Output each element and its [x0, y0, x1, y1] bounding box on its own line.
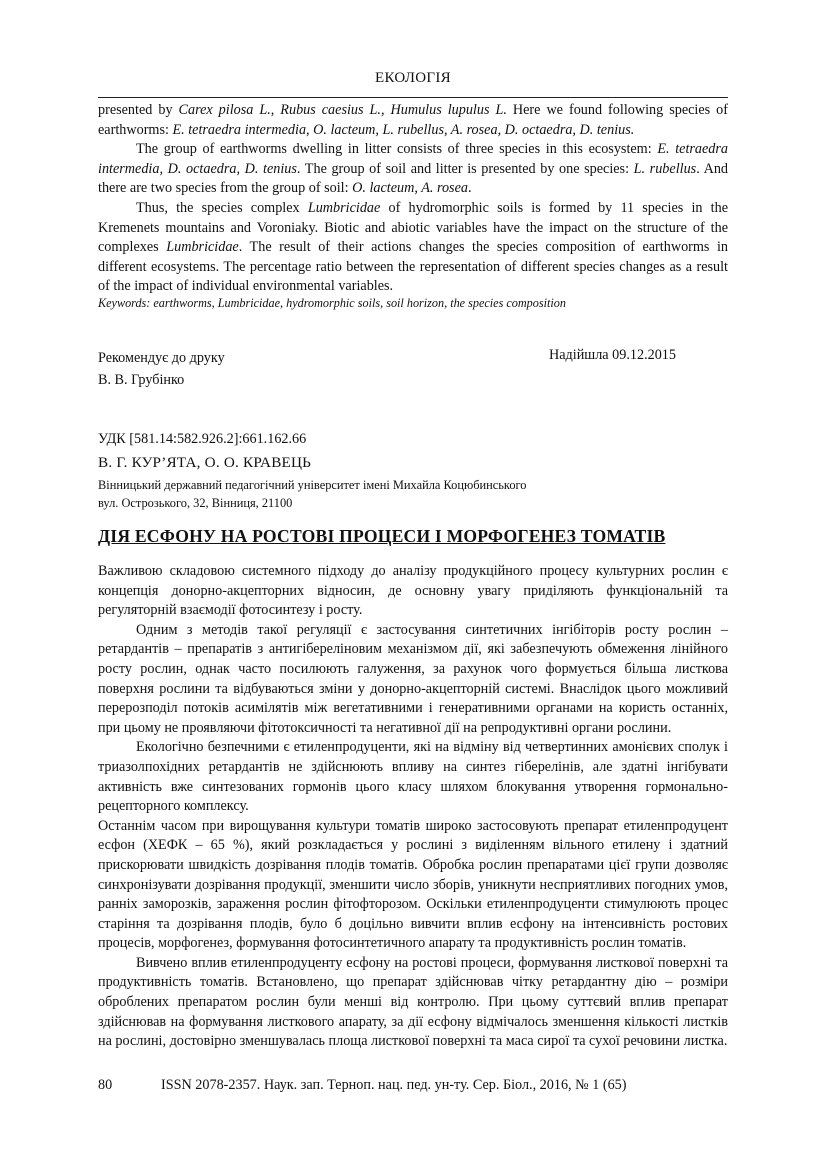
article-body	[98, 562, 728, 1052]
header-rule	[98, 97, 728, 98]
abstract-paragraph-1	[98, 101, 728, 140]
udk-code: УДК [581.14:582.926.2]:661.162.66	[98, 431, 307, 447]
abstract-text-run: .	[467, 180, 472, 197]
recommendation-label: Рекомендує до друку	[98, 350, 225, 366]
body-paragraph-5: Вивчено вплив етиленпродуценту есфону на ростові процеси, формування листкової поверхні та продуктивність томатів. Встановлено, що препарат здійснював чітку ретардантну дію – розміри оброблених препаратом рослин були менші від контролю. При цьому суттєвий вплив препарат здійснював на формування листкового апарату, за дії есфону відмічалось зменшення кількості листків на рослині, достовірно зменшувалась площа листкової поверхні та маса сирої та сухої речовини листка.	[98, 954, 728, 1050]
journal-citation: ISSN 2078-2357. Наук. зап. Терноп. нац. пед. ун-ту. Сер. Біол., 2016, № 1 (65)	[161, 1077, 627, 1093]
abstract-text-run: . And there are two species from the group of soil:	[98, 160, 729, 197]
abstract-text-run: presented by	[98, 102, 179, 118]
page-number: 80	[98, 1077, 113, 1093]
keywords: Keywords: earthworms, Lumbricidae, hydromorphic soils, soil horizon, the species composition	[98, 296, 566, 310]
body-paragraph-3: Екологічно безпечними є етиленпродуценти, які на відміну від четвертинних амонієвих сполук і триазолпохідних ретардантів не здійснюють впливу на синтез гіберелінів, але здатні інгібувати активність вже синтезованих гормонів цього класу шляхом блокування утворення гормонально-рецепторного комплексу.	[98, 739, 728, 815]
body-paragraph-2: Одним з методів такої регуляції є застосування синтетичних інгібіторів росту рослин – ретардантів – препаратів з антигібереліновим механізмом дії, які забезпечують обмеження лінійного росту рослин, однак часто посилюють галуження, за рахунок чого формується більша листкова поверхня рослини та відбуваються зміни у донорно-акцепторній системі. Внаслідок цього можливий перерозподіл потоків асимілятів між вегетативними і генеративними органами на користь останніх, при цьому не проявляючи фітотоксичності та негативної дії на репродуктивні органи рослини.	[98, 621, 728, 736]
species-name-italic: Carex pilosa L., Rubus caesius L., Humulus lupulus L.	[178, 102, 507, 118]
body-paragraph-4: Останнім часом при вирощування культури томатів широко застосовують препарат етиленпродуцент есфон (ХЕФК – 65 %), який розкладається у рослині з виділенням вільного етилену і здатний прискорювати швидкість дозрівання плодів томатів. Обробка рослин препаратами цієї групи дозволяє синхронізувати дозрівання продукції, зменшити число зборів, уникнути несприятливих погодних умов, ранніх заморозків, зараження рослин фітофторозом. Оскільки етиленпродуценти стимулюють процес старіння та дозрівання плодів, було б доцільно вивчити вплив есфону на інтенсивність ростових процесів, морфогенез, формування фотосинтетичного апарату та продуктивність рослин томатів.	[98, 817, 728, 952]
abstract-text-run: Here we found following species of earthworms:	[98, 102, 728, 138]
abstract-text-run: . The result of their actions changes the species composition of earthworms in different ecosystems. The percentage ratio between the representation of different species changes as a result of the impact of individual environmental variables.	[98, 239, 729, 295]
abstract-text-run: The group of earthworms dwelling in litter consists of three species in this ecosystem:	[136, 141, 658, 158]
affiliation	[98, 476, 527, 512]
species-name-italic: Lumbricidae	[307, 199, 381, 216]
running-header: ЕКОЛОГІЯ	[375, 70, 451, 86]
species-name-italic: E. tetraedra intermedia, O. lacteum, L. rubellus, A. rosea, D. octaedra, D. tenius.	[172, 121, 635, 138]
received-date: Надійшла 09.12.2015	[549, 347, 676, 363]
recommender-name: В. В. Грубінко	[98, 372, 185, 388]
article-authors: В. Г. КУР’ЯТА, О. О. КРАВЕЦЬ	[98, 454, 312, 471]
english-abstract	[98, 101, 728, 297]
abstract-text-run: of hydromorphic soils is formed by 11 species in the Kremenets mountains and Voroniaky. Biotic and abiotic variables have the impact on the structure of the complexes	[98, 199, 728, 256]
recommendation-block	[98, 347, 225, 391]
abstract-paragraph-3	[98, 199, 728, 297]
body-paragraph-1: Важливою складовою системного підходу до аналізу продукційного процесу культурних рослин є концепція донорно-акцепторних відносин, де основну увагу приділяють функціональній та регуляторній взаємодії фотосинтезу і росту.	[98, 563, 728, 619]
species-name-italic: Lumbricidae	[166, 239, 239, 256]
affiliation-line-2: вул. Острозького, 32, Вінниця, 21100	[98, 496, 293, 510]
species-name-italic: O. lacteum, A. rosea	[352, 180, 468, 197]
abstract-text-run: Thus, the species complex	[136, 199, 308, 216]
abstract-paragraph-2	[98, 140, 728, 199]
abstract-text-run: . The group of soil and litter is presented by one species:	[296, 160, 634, 177]
species-name-italic: E. tetraedra intermedia, D. octaedra, D. tenius	[98, 141, 729, 177]
affiliation-line-1: Вінницький державний педагогічний університет імені Михайла Коцюбинського	[98, 478, 527, 492]
species-name-italic: L. rubellus	[633, 160, 697, 177]
article-title: ДІЯ ЕСФОНУ НА РОСТОВІ ПРОЦЕСИ І МОРФОГЕНЕЗ ТОМАТІВ	[98, 526, 666, 546]
